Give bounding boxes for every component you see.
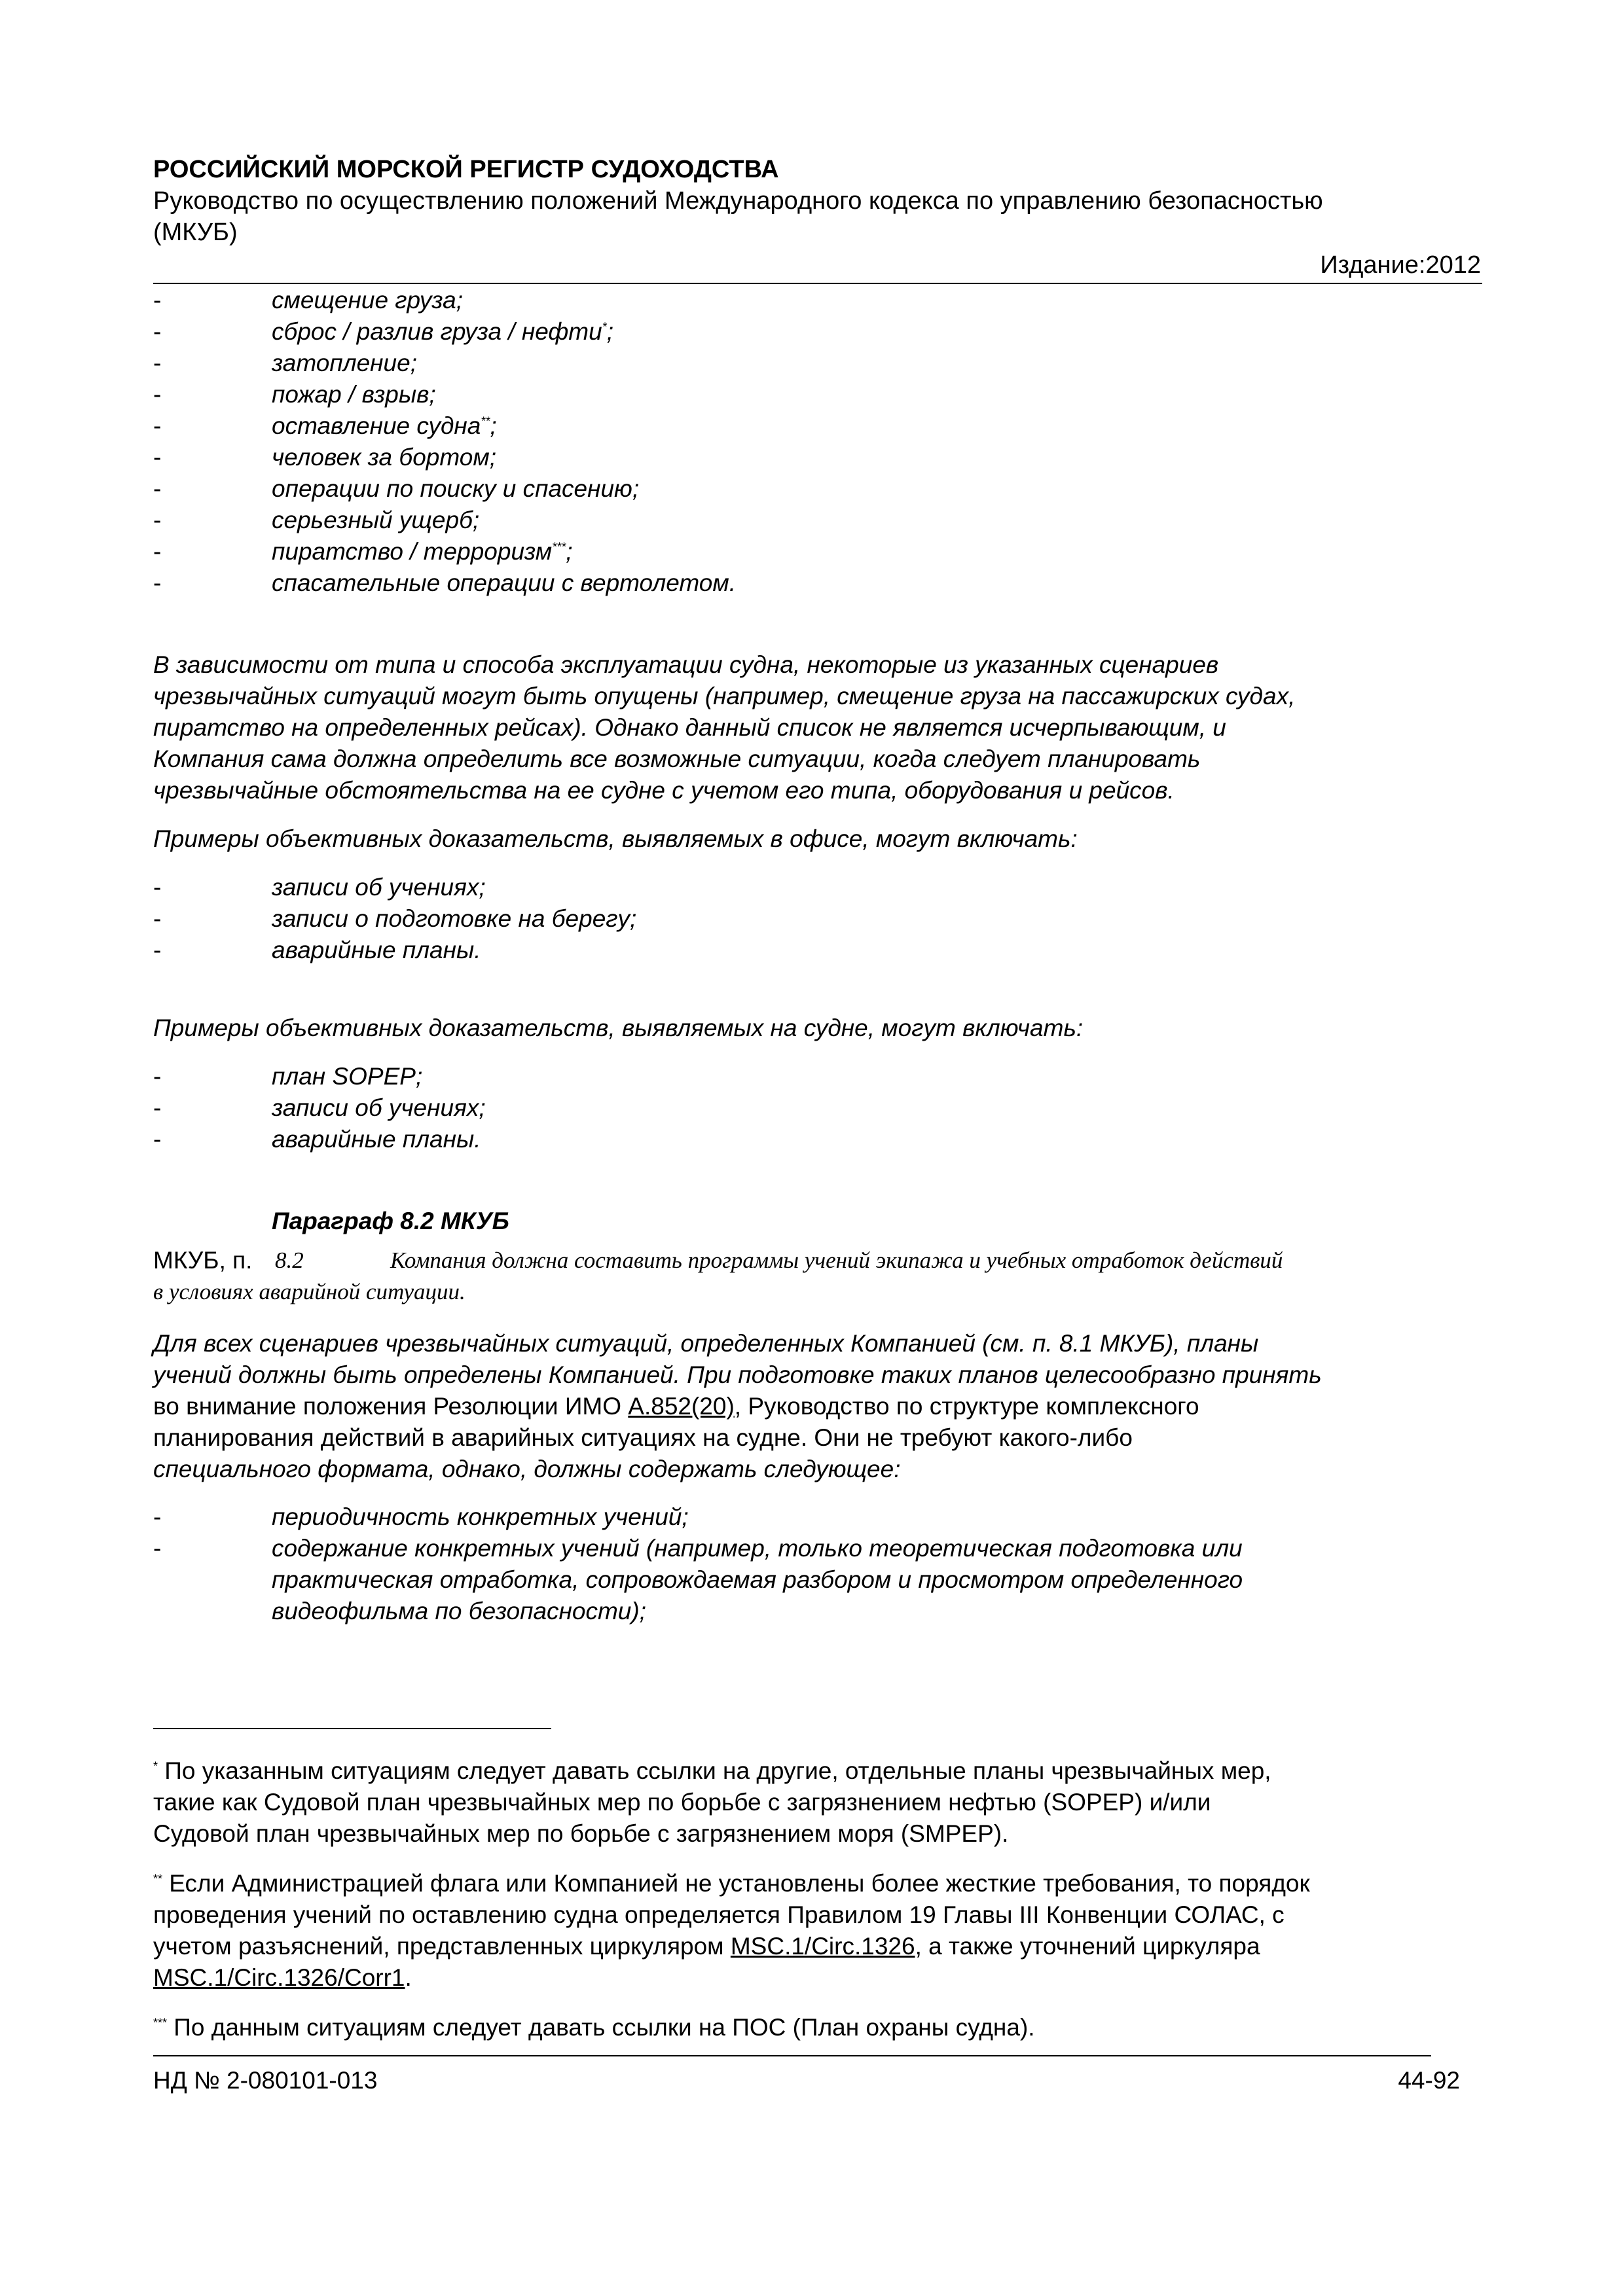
list-bullet: - [153, 412, 162, 439]
resolution-link[interactable]: A.852(20) [628, 1393, 735, 1420]
quote-ref-number: 8.2 [275, 1247, 304, 1273]
list-bullet: - [153, 538, 162, 565]
list-bullet: - [153, 381, 162, 408]
list-item: аварийные планы. [272, 937, 481, 963]
list-bullet: - [153, 318, 162, 345]
list-item: план SOPEP; [272, 1063, 423, 1090]
footnote-3-line: *** По данным ситуациям следует давать ссылки на ПОС (План охраны судна). [153, 2014, 1035, 2041]
list-bullet: - [153, 1535, 162, 1562]
paragraph-line: во внимание положения Резолюции ИМО A.852(20), Руководство по структуре комплексного [153, 1393, 1199, 1420]
list-bullet: - [153, 475, 162, 502]
footnote-1-line: * По указанным ситуациям следует давать ссылки на другие, отдельные планы чрезвычайных мер, [153, 1757, 1271, 1784]
list-bullet: - [153, 905, 162, 932]
list-bullet: - [153, 507, 162, 533]
ship-evidence-intro: Примеры объективных доказательств, выявляемых на судне, могут включать: [153, 1014, 1084, 1041]
doc-title-line2: (МКУБ) [153, 219, 238, 246]
footnote-1-line: Судовой план чрезвычайных мер по борьбе с загрязнением моря (SMPEP). [153, 1820, 1009, 1847]
list-item: записи об учениях; [272, 874, 486, 901]
list-bullet: - [153, 444, 162, 471]
footnote-mark: * [153, 1759, 158, 1773]
paragraph-line: пиратство на определенных рейсах). Однако данный список не является исчерпывающим, и [153, 714, 1226, 741]
header-rule [153, 283, 1482, 284]
list-bullet: - [153, 937, 162, 963]
list-bullet: - [153, 1126, 162, 1153]
list-item: операции по поиску и спасению; [272, 475, 640, 502]
doc-title-line1: Руководство по осуществлению положений Международного кодекса по управлению безопасностью [153, 187, 1323, 215]
footnote-1-line: такие как Судовой план чрезвычайных мер по борьбе с загрязнением нефтью (SOPEP) и/или [153, 1789, 1211, 1816]
footnote-separator [153, 1728, 551, 1729]
footnote-2-line: проведения учений по оставлению судна определяется Правилом 19 Главы III Конвенции СОЛАС, с [153, 1901, 1285, 1928]
list-bullet: - [153, 569, 162, 596]
quote-line: Компания должна составить программы учений экипажа и учебных отработок действий [390, 1247, 1283, 1273]
list-item: спасательные операции с вертолетом. [272, 569, 736, 596]
list-bullet: - [153, 1503, 162, 1530]
paragraph-line: чрезвычайных ситуаций могут быть опущены (например, смещение груза на пассажирских судах, [153, 683, 1296, 709]
footnote-mark: ** [153, 1872, 163, 1886]
list-item: содержание конкретных учений (например, только теоретическая подготовка или [272, 1535, 1243, 1562]
paragraph-line: В зависимости от типа и способа эксплуатации судна, некоторые из указанных сценариев [153, 651, 1219, 678]
section-heading: Параграф 8.2 МКУБ [272, 1208, 509, 1234]
list-item: пиратство / терроризм***; [272, 538, 573, 565]
list-bullet: - [153, 874, 162, 901]
list-item: смещение груза; [272, 287, 464, 314]
paragraph-line: Для всех сценариев чрезвычайных ситуаций, определенных Компанией (см. п. 8.1 МКУБ), планы [153, 1330, 1259, 1357]
org-title: РОССИЙСКИЙ МОРСКОЙ РЕГИСТР СУДОХОДСТВА [153, 156, 779, 183]
list-item: оставление судна**; [272, 412, 497, 439]
paragraph-line: учений должны быть определены Компанией. При подготовке таких планов целесообразно принять [153, 1361, 1322, 1388]
office-evidence-intro: Примеры объективных доказательств, выявляемых в офисе, могут включать: [153, 825, 1078, 852]
doc-number: НД № 2-080101-013 [153, 2067, 378, 2094]
list-item: периодичность конкретных учений; [272, 1503, 689, 1530]
list-bullet: - [153, 287, 162, 314]
paragraph-line: чрезвычайные обстоятельства на ее судне с учетом его типа, оборудования и рейсов. [153, 777, 1175, 804]
footnote-ref: ** [481, 414, 490, 428]
list-item-continuation: видеофильма по безопасности); [272, 1598, 646, 1624]
list-item: записи об учениях; [272, 1094, 486, 1121]
circular-corr-link[interactable]: MSC.1/Circ.1326/Corr1 [153, 1964, 405, 1991]
paragraph-line: планирования действий в аварийных ситуациях на судне. Они не требуют какого-либо [153, 1424, 1133, 1451]
paragraph-line: Компания сама должна определить все возможные ситуации, когда следует планировать [153, 745, 1201, 772]
list-item: затопление; [272, 350, 417, 376]
footnote-2-line: ** Если Администрацией флага или Компанией не установлены более жесткие требования, то порядок [153, 1870, 1310, 1897]
quote-line: в условиях аварийной ситуации. [153, 1279, 465, 1304]
edition-label: Издание:2012 [1320, 251, 1481, 279]
list-item: записи о подготовке на берегу; [272, 905, 637, 932]
list-bullet: - [153, 350, 162, 376]
list-bullet: - [153, 1063, 162, 1090]
footnote-ref: * [602, 320, 607, 334]
list-item: сброс / разлив груза / нефти*; [272, 318, 613, 345]
list-item: человек за бортом; [272, 444, 497, 471]
footnote-2-line: учетом разъяснений, представленных циркуляром MSC.1/Circ.1326, а также уточнений циркуляра [153, 1933, 1260, 1960]
page-number: 44-92 [1398, 2067, 1460, 2094]
list-bullet: - [153, 1094, 162, 1121]
footnote-2-line: MSC.1/Circ.1326/Corr1. [153, 1964, 412, 1991]
quote-ref-label: МКУБ, п. [153, 1247, 253, 1274]
list-item: серьезный ущерб; [272, 507, 480, 533]
list-item-continuation: практическая отработка, сопровождаемая разбором и просмотром определенного [272, 1566, 1243, 1593]
footer-rule [153, 2055, 1431, 2056]
paragraph-line: специального формата, однако, должны содержать следующее: [153, 1456, 901, 1482]
footnote-ref: *** [552, 540, 566, 554]
circular-link[interactable]: MSC.1/Circ.1326 [730, 1933, 915, 1960]
list-item: пожар / взрыв; [272, 381, 436, 408]
list-item: аварийные планы. [272, 1126, 481, 1153]
footnote-mark: *** [153, 2016, 168, 2030]
